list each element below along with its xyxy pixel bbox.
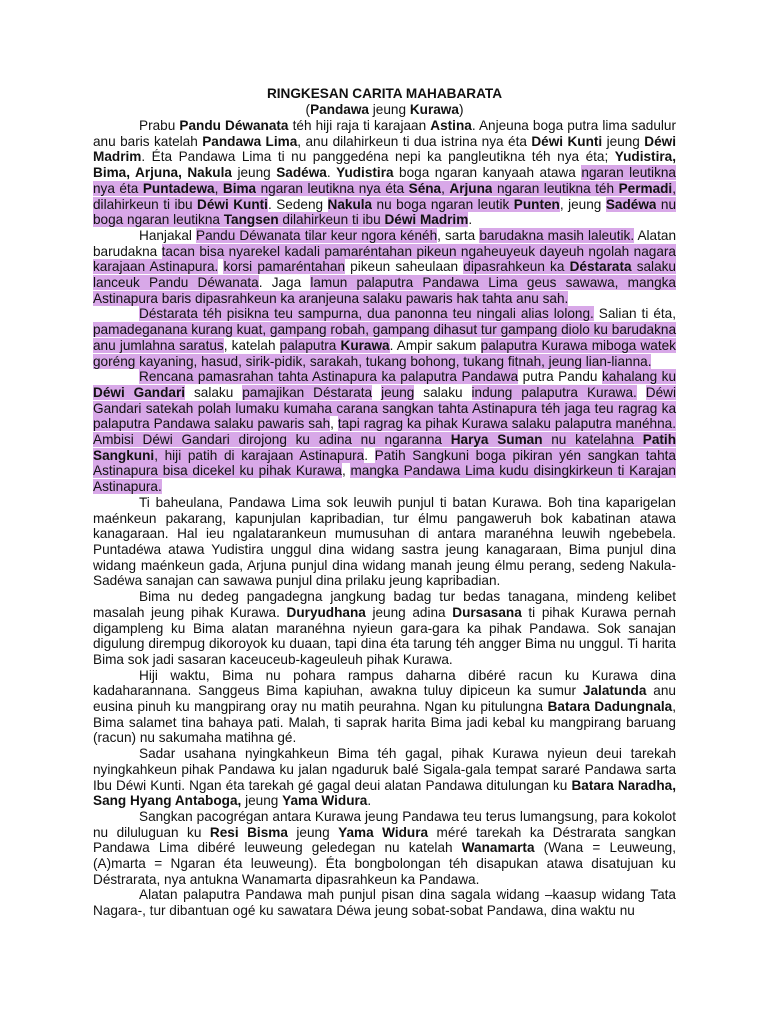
text-run: .: [367, 793, 372, 809]
bold-text: Déwi Kunti: [531, 133, 603, 149]
highlighted-text: Sadéwa: [605, 196, 657, 212]
highlighted-text: palaputra: [279, 337, 341, 353]
highlighted-text: ,: [441, 180, 450, 196]
paragraph: [93, 228, 676, 307]
highlighted-text: kahalang ku: [601, 369, 677, 385]
highlighted-text: dipasrahkeun ka: [463, 259, 570, 275]
text-run: ,: [341, 463, 351, 479]
text-run: [372, 385, 381, 400]
paragraph: [93, 589, 676, 668]
highlighted-text: barudakna masih laleutik.: [479, 227, 635, 243]
bold-text: Yudistira, Bima, Arjuna, Nakula: [93, 149, 676, 181]
bold-text: Yama Widura: [338, 824, 429, 840]
subtitle-jeung: jeung: [369, 102, 410, 117]
highlighted-text: indung palaputra Kurawa.: [471, 384, 637, 400]
highlighted-text: salaku lanceuk Pandu Déwanata: [93, 259, 676, 291]
text-run: , Bima salamet tina bahaya pati. Malah, ti saprak harita Bima jadi kebal ku mangpirang baruang (racun) nu sakumaha matihna gé.: [93, 699, 676, 746]
highlighted-text: Déstarata: [569, 259, 632, 275]
highlighted-text: , dilahirkeun ti ibu: [93, 180, 676, 212]
text-run: , katelah: [223, 337, 280, 353]
bold-text: Yama Widura: [282, 793, 368, 809]
text-run: .: [326, 165, 337, 181]
highlighted-text: mangka Pandawa Lima kudu disingkirkeun ti Karajan Astinapura.: [93, 463, 676, 495]
paragraph: [93, 668, 676, 747]
text-run: .: [364, 447, 375, 463]
bold-text: Sadéwa: [276, 165, 327, 181]
highlighted-text: jeung: [381, 384, 415, 400]
highlighted-text: Bima: [222, 180, 257, 196]
text-run: salaku: [414, 384, 472, 400]
bold-text: Jalatunda: [582, 683, 647, 699]
highlighted-text: dilahirkeun ti ibu: [278, 212, 385, 228]
highlighted-text: Puntadewa: [142, 180, 215, 196]
text-run: méré tarekah ka Déstrarata sangkan Pandawa Lima dibéré leuweung geledegan nu katelah: [93, 824, 676, 856]
bold-text: Pandu Déwanata: [179, 118, 289, 133]
highlighted-text: ngaran leutikna nya éta: [93, 165, 676, 196]
paragraph: [93, 887, 676, 918]
text-run: Hiji waktu, Bima nu pohara rampus daharna dibéré racun ku Kurawa dina kadaharannana. Sanggeus Bima kapiuhan, awakna tuluy dipiceun ka sumur: [93, 667, 676, 699]
text-run: . Éta Pandawa Lima ti nu panggedéna nepi ka pangleutikna téh nya éta;: [141, 149, 615, 165]
bold-text: Déwi Madrim: [93, 133, 677, 165]
highlighted-text: nu boga ngaran leutikna: [93, 196, 677, 228]
text-run: Alatan barudakna: [93, 227, 677, 259]
text-run: putra Pandu: [518, 369, 602, 385]
text-run: jeung: [287, 824, 339, 840]
text-run: Prabu: [139, 118, 180, 133]
document-subtitle: [93, 102, 676, 118]
subtitle-paren-open: (: [305, 102, 311, 117]
text-run: , jeung: [559, 196, 606, 212]
text-run: ti pihak Kurawa pernah digampleng ku Bima alatan maranéhna nyieun gara-gara ka pihak Pandawa. Sok sanajan digulung dirempug dikoroyok ku duaan, tapi dina éta tarung téh angger Bima nu unggul. Ti harita Bima sok jadi sasaran kaceuceub-kageuleuh pihak Kurawa.: [93, 604, 676, 667]
text-run: Sadar usahana nyingkahkeun Bima téh gagal, pihak Kurawa nyieun deui tarekah nyingkahkeun pihak Pandawa ku jalan ngaduruk balé Sigala-gala tempat sararé Pandawa sarta Ibu Déwi Kunti. Ngan éta tarekah gé gagal deui alatan Pandawa ditulungan ku: [93, 746, 676, 793]
highlighted-text: Tangsen: [223, 212, 279, 228]
bold-text: Resi Bisma: [209, 824, 288, 840]
text-run: Sangkan pacogrégan antara Kurawa jeung Pandawa teu terus lumangsung, para kokolot nu diluluguan ku: [93, 808, 676, 840]
text-run: salaku: [185, 384, 243, 400]
text-run: . Anjeuna boga putra lima sadulur anu baris katelah: [93, 118, 676, 149]
text-run: , sarta: [437, 227, 480, 243]
text-run: , anu dilahirkeun ti dua istrina nya éta: [297, 133, 532, 149]
highlighted-text: Harya Suman: [450, 432, 543, 448]
highlighted-text: Arjuna: [449, 180, 493, 196]
text-run: jeung adina: [365, 604, 453, 620]
highlighted-text: Permadi: [618, 180, 673, 196]
paragraph: [93, 809, 676, 888]
text-run: .: [468, 212, 473, 228]
highlighted-text: Nakula: [327, 196, 373, 212]
text-run: jeung: [231, 165, 277, 181]
paragraph: [93, 306, 676, 369]
text-run: . Ampir sakum: [389, 337, 481, 353]
text-run: boga ngaran kanyaah atawa: [393, 165, 582, 181]
highlighted-text: lamun palaputra Pandawa Lima geus sawawa, mangka Astinapura baris dipasrahkeun ka aranjeuna salaku pawaris hak tahta anu sah.: [93, 275, 676, 306]
text-run: téh hiji raja ti karajaan: [288, 118, 431, 133]
text-run: pikeun saheulaan: [345, 259, 464, 275]
text-run: Bima nu dedeg pangadegna jangkung badag tur bedas tanagana, mindeng kelibet masalah jeung pihak Kurawa.: [93, 589, 676, 620]
text-run: Salian ti éta,: [593, 306, 676, 322]
text-run: jeung: [241, 793, 283, 809]
bold-text: Astina: [430, 118, 472, 133]
paragraph: [93, 369, 676, 495]
highlighted-text: pamajikan Déstarata: [242, 384, 373, 400]
text-run: Hanjakal: [139, 227, 196, 243]
subtitle-pandawa: Pandawa: [310, 102, 369, 117]
text-run: ,: [330, 416, 338, 432]
highlighted-text: Kurawa: [340, 337, 390, 353]
highlighted-text: Rencana pamasrahan tahta Astinapura ka palaputra Pandawa: [139, 369, 519, 385]
bold-text: Duryudhana: [286, 604, 366, 620]
highlighted-text: Déwi Gandari: [93, 384, 186, 400]
document-title: [93, 86, 676, 102]
highlighted-text: ngaran leutikna nya éta: [256, 180, 409, 196]
highlighted-text: Déwi Kunti: [197, 196, 268, 212]
text-run: anu eusina pinuh ku mangpirang oray nu matih peurahna. Ngan ku pitulungna: [93, 683, 676, 715]
highlighted-text: Déwi Gandari satekah polah lumaku kumaha carana sangkan tahta Astinapura téh jaga teu ragrag ka palaputra Pandawa salaku pawaris sah: [93, 384, 676, 432]
highlighted-text: korsi pamaréntahan: [223, 259, 346, 275]
highlighted-text: Pandu Déwanata tilar keur ngora kénéh: [196, 227, 438, 243]
highlighted-text: Déwi Madrim: [384, 212, 469, 228]
highlighted-text: Punten: [513, 196, 560, 212]
paragraph: [93, 746, 676, 809]
highlighted-text: , hiji patih di karajaan Astinapura: [154, 447, 365, 463]
bold-text: Yudistira: [336, 165, 394, 181]
highlighted-text: nu boga ngaran leutik: [372, 196, 514, 212]
highlighted-text: palaputra Kurawa miboga watek goréng kayaning, hasud, sirik-pidik, sarakah, tukang bohong, tukang fitnah, jeung lian-lianna.: [93, 337, 676, 369]
highlighted-text: nu katelahna: [542, 432, 643, 448]
highlighted-text: ,: [214, 180, 223, 196]
bold-text: Dursasana: [452, 604, 522, 620]
text-run: [637, 385, 646, 400]
highlighted-text: Patih Sangkuni: [93, 432, 677, 463]
highlighted-text: Déstarata téh pisikna teu sampurna, dua panonna teu ningali alias lolong.: [139, 306, 594, 322]
title-text: RINGKESAN CARITA MAHABARATA: [266, 86, 503, 101]
highlighted-text: pamadeganana kurang kuat, gampang robah, gampang dihasut tur gampang diolo ku barudakna anu jumlahna saratus: [93, 322, 676, 353]
bold-text: Pandawa Lima: [202, 133, 298, 149]
highlighted-text: tacan bisa nyarekel kadali pamaréntahan pikeun ngaheuyeuk dayeuh ngolah nagara karajaan Astinapura.: [93, 243, 676, 275]
paragraph: [93, 118, 676, 228]
text-run: (Wana = Leuweung, (A)marta = Ngaran éta leuweung). Éta bongbolongan téh disapukan atawa disatujuan ku Déstrarata, nya antukna Wanamarta dipasrahkeun ka Pandawa.: [93, 840, 676, 887]
highlighted-text: Séna: [408, 180, 442, 196]
highlighted-text: Patih Sangkuni boga pikiran yén sangkan tahta Astinapura bisa dicekel ku pihak Kurawa: [93, 447, 676, 479]
text-run: Ti baheulana, Pandawa Lima sok leuwih punjul ti batan Kurawa. Boh tina kaparigelan maénkeun pakarang, kapunjulan kapribadian, tur élmu pangaweruh bok kabatinan atawa kanagaraan. Hal ieu ngalatarankeun mumusuhan di antara maranéhna leuwih ngebebela. Puntadéwa atawa Yudistira unggul dina widang sastra jeung kanagaraan, Bima punjul dina widang maénkeun gada, Arjuna punjul dina widang manah jeung élmu perang, sedeng Nakula-Sadéwa sanajan can sawawa punjul dina prilaku jeung kapribadian.: [93, 494, 676, 589]
highlighted-text: tapi ragrag ka pihak Kurawa salaku palaputra manéhna.: [337, 416, 676, 432]
bold-text: Wanamarta: [461, 840, 535, 856]
highlighted-text: ngaran leutikna téh: [492, 180, 619, 196]
document-body: [93, 118, 676, 919]
subtitle-kurawa: Kurawa: [409, 102, 459, 117]
text-run: jeung: [602, 133, 645, 149]
highlighted-text: Ambisi Déwi Gandari dirojong ku adina nu ngaranna: [93, 432, 451, 448]
text-run: Alatan palaputra Pandawa mah punjul pisan dina sagala widang –kaasup widang Tata Nagara-, tur dibantuan ogé ku sawatara Déwa jeung sobat-sobat Pandawa, dina waktu nu: [93, 887, 676, 919]
bold-text: Batara Dadungnala: [547, 699, 673, 715]
text-run: . Jaga: [258, 275, 311, 291]
paragraph: [93, 495, 676, 589]
text-run: . Sedeng: [267, 196, 328, 212]
bold-text: Batara Naradha, Sang Hyang Antaboga,: [93, 777, 676, 809]
subtitle-paren-close: ): [458, 102, 464, 117]
